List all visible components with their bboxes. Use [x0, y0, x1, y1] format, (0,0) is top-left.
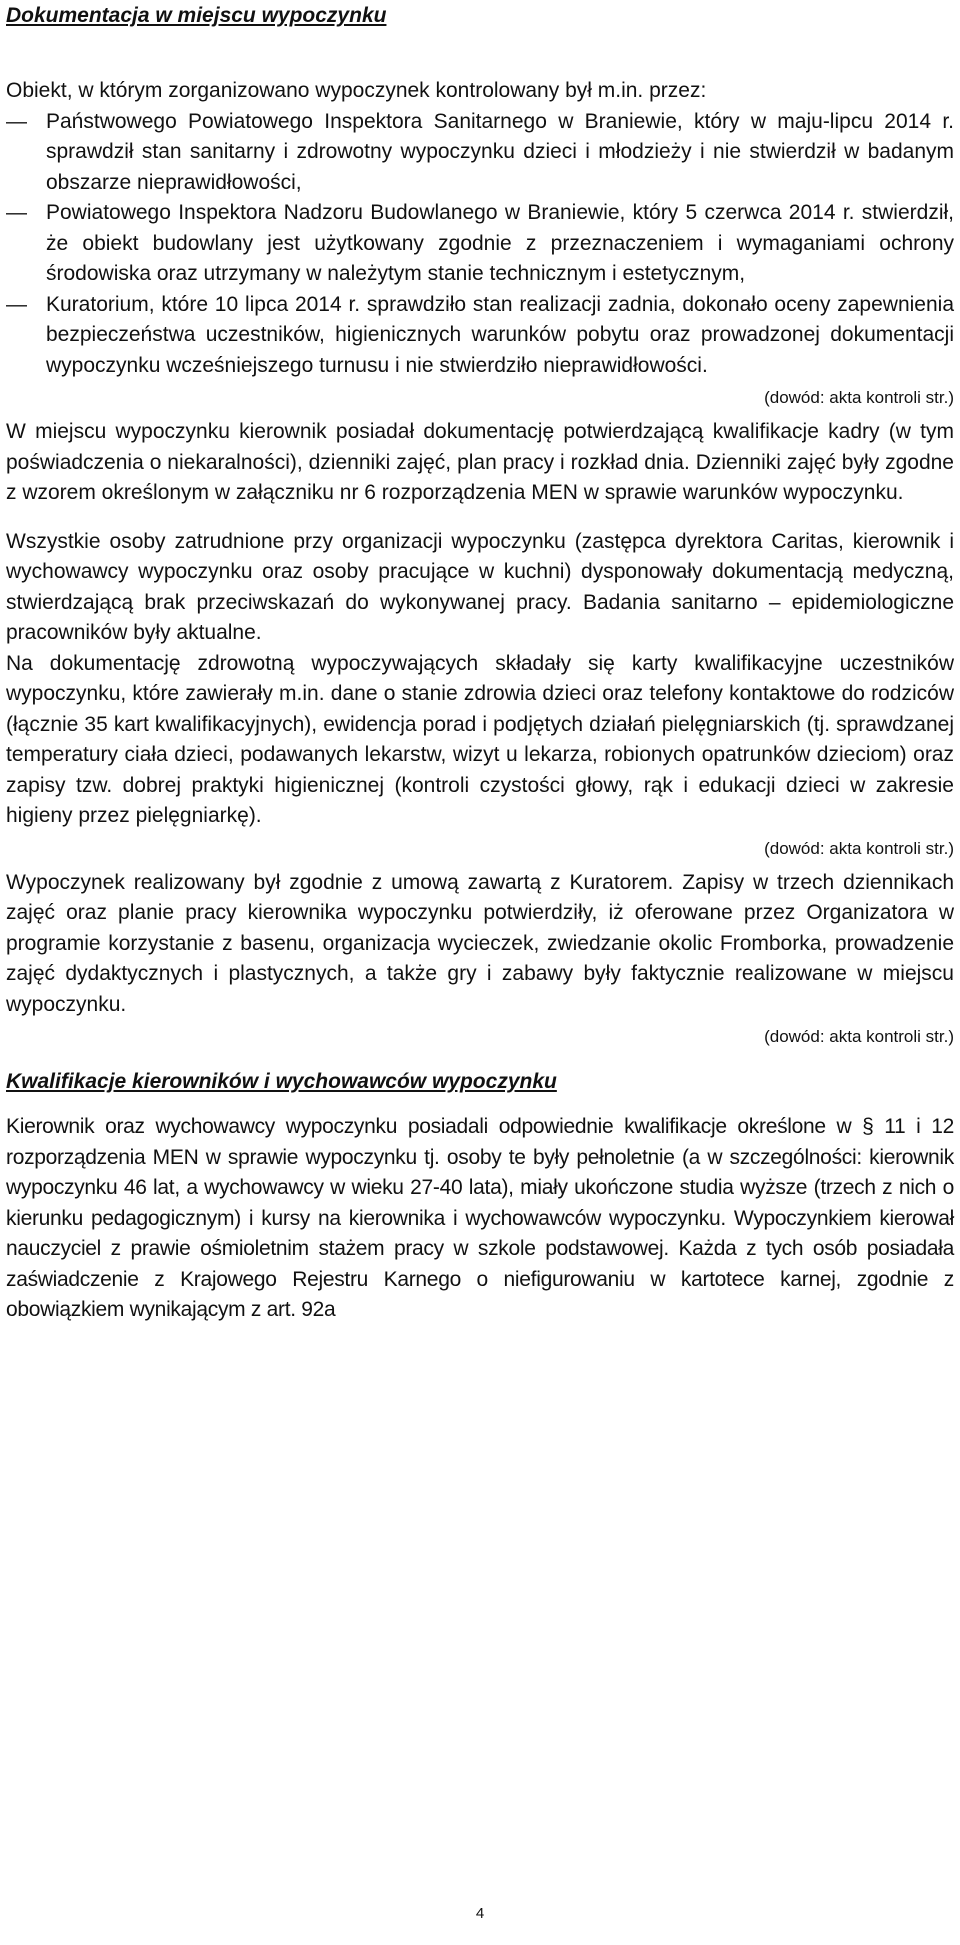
- list-item-text: Powiatowego Inspektora Nadzoru Budowlanego w Braniewie, który 5 czerwca 2014 r. stwierdził, że obiekt budowlany jest użytkowany zgodnie z przeznaczeniem i wymaganiami ochrony środowiska oraz utrzymany w należytym stanie technicznym i estetycznym,: [46, 201, 954, 285]
- dash-bullet: —: [6, 292, 27, 316]
- staff-medical-paragraph: Wszystkie osoby zatrudnione przy organizacji wypoczynku (zastępca dyrektora Caritas, kierownik i wychowawcy wypoczynku oraz osoby pracujące w kuchni) dysponowały dokumentacją medyczną, stwierdzającą brak przeciwskazań do wykonywanej pracy. Badania sanitarno – epidemiologiczne pracowników były aktualne.: [6, 529, 954, 644]
- section-heading: Kwalifikacje kierowników i wychowawców wypoczynku: [6, 1070, 557, 1093]
- dash-bullet: —: [6, 109, 27, 133]
- evidence-note: (dowód: akta kontroli str.): [764, 838, 954, 858]
- document-page: [6, 0, 954, 1326]
- evidence-note: (dowód: akta kontroli str.): [764, 388, 954, 407]
- list-item: [6, 107, 954, 199]
- evidence-note: (dowód: akta kontroli str.): [764, 1027, 954, 1046]
- program-paragraph: Wypoczynek realizowany był zgodnie z umową zawartą z Kuratorem. Zapisy w trzech dziennikach zajęć oraz planie pracy kierownika wypoczynku potwierdziły, iż oferowane przez Organizatora w programie korzystanie z basenu, organizacja wycieczek, zwiedzanie okolic Fromborka, prowadzenie zajęć dydaktycznych i plastycznych, a także gry i zabawy były faktycznie realizowane w miejscu wypoczynku.: [6, 870, 954, 1016]
- health-docs-paragraph: Na dokumentację zdrowotną wypoczywających składały się karty kwalifikacyjne uczestników wypoczynku, które zawierały m.in. dane o stanie zdrowia dzieci oraz telefony kontaktowe do rodziców (łącznie 35 kart kwalifikacyjnych), ewidencja porad i podjętych działań pielęgniarskich (tj. sprawdzanej temperatury ciała dzieci, podawanych lekarstw, wizyt u lekarza, robionych opatrunków dzieciom) oraz zapisy tzw. dobrej praktyki higienicznej (kontroli czystości głowy, rąk i edukacji dzieci w zakresie higieny przez pielęgniarkę).: [6, 651, 954, 827]
- list-item-text: Kuratorium, które 10 lipca 2014 r. sprawdziło stan realizacji zadnia, dokonało oceny zapewnienia bezpieczeństwa uczestników, higienicznych warunków pobytu oraz prowadzonej dokumentacji wypoczynku wcześniejszego turnusu i nie stwierdziło nieprawidłowości.: [46, 292, 954, 377]
- page-number: 4: [475, 1905, 485, 1922]
- controls-list: [6, 107, 954, 382]
- intro-paragraph: Obiekt, w którym zorganizowano wypoczynek kontrolowany był m.in. przez:: [6, 79, 707, 102]
- list-item: [6, 290, 954, 382]
- list-item-text: Państwowego Powiatowego Inspektora Sanitarnego w Braniewie, który w maju-lipcu 2014 r. sprawdził stan sanitarny i zdrowotny wypoczynku dzieci i młodzieży i nie stwierdził w badanym obszarze nieprawidłowości,: [46, 109, 954, 194]
- list-item: [6, 198, 954, 290]
- dash-bullet: —: [6, 201, 27, 224]
- page-title: Dokumentacja w miejscu wypoczynku: [6, 4, 387, 27]
- documentation-paragraph: W miejscu wypoczynku kierownik posiadał dokumentację potwierdzającą kwalifikacje kadry (w tym poświadczenia o niekaralności), dzienniki zajęć, plan pracy i rozkład dnia. Dzienniki zajęć były zgodne z wzorem określonym w załączniku nr 6 rozporządzenia MEN w sprawie warunków wypoczynku.: [6, 420, 954, 504]
- qualifications-paragraph: Kierownik oraz wychowawcy wypoczynku posiadali odpowiednie kwalifikacje określone w § 11 i 12 rozporządzenia MEN w sprawie wypoczynku tj. osoby te były pełnoletnie (a w szczególności: kierownik wypoczynku 46 lat, a wychowawcy w wieku 27-40 lata), miały ukończone studia wyższe (trzech z nich o kierunku pedagogicznym) i kursy na kierownika i wychowawców wypoczynku. Wypoczynkiem kierował nauczyciel z prawie ośmioletnim stażem pracy w szkole podstawowej. Każda z tych osób posiadała zaświadczenie z Krajowego Rejestru Karnego o niefigurowaniu w kartotece karnej, zgodnie z obowiązkiem wynikającym z art. 92a: [6, 1115, 954, 1321]
